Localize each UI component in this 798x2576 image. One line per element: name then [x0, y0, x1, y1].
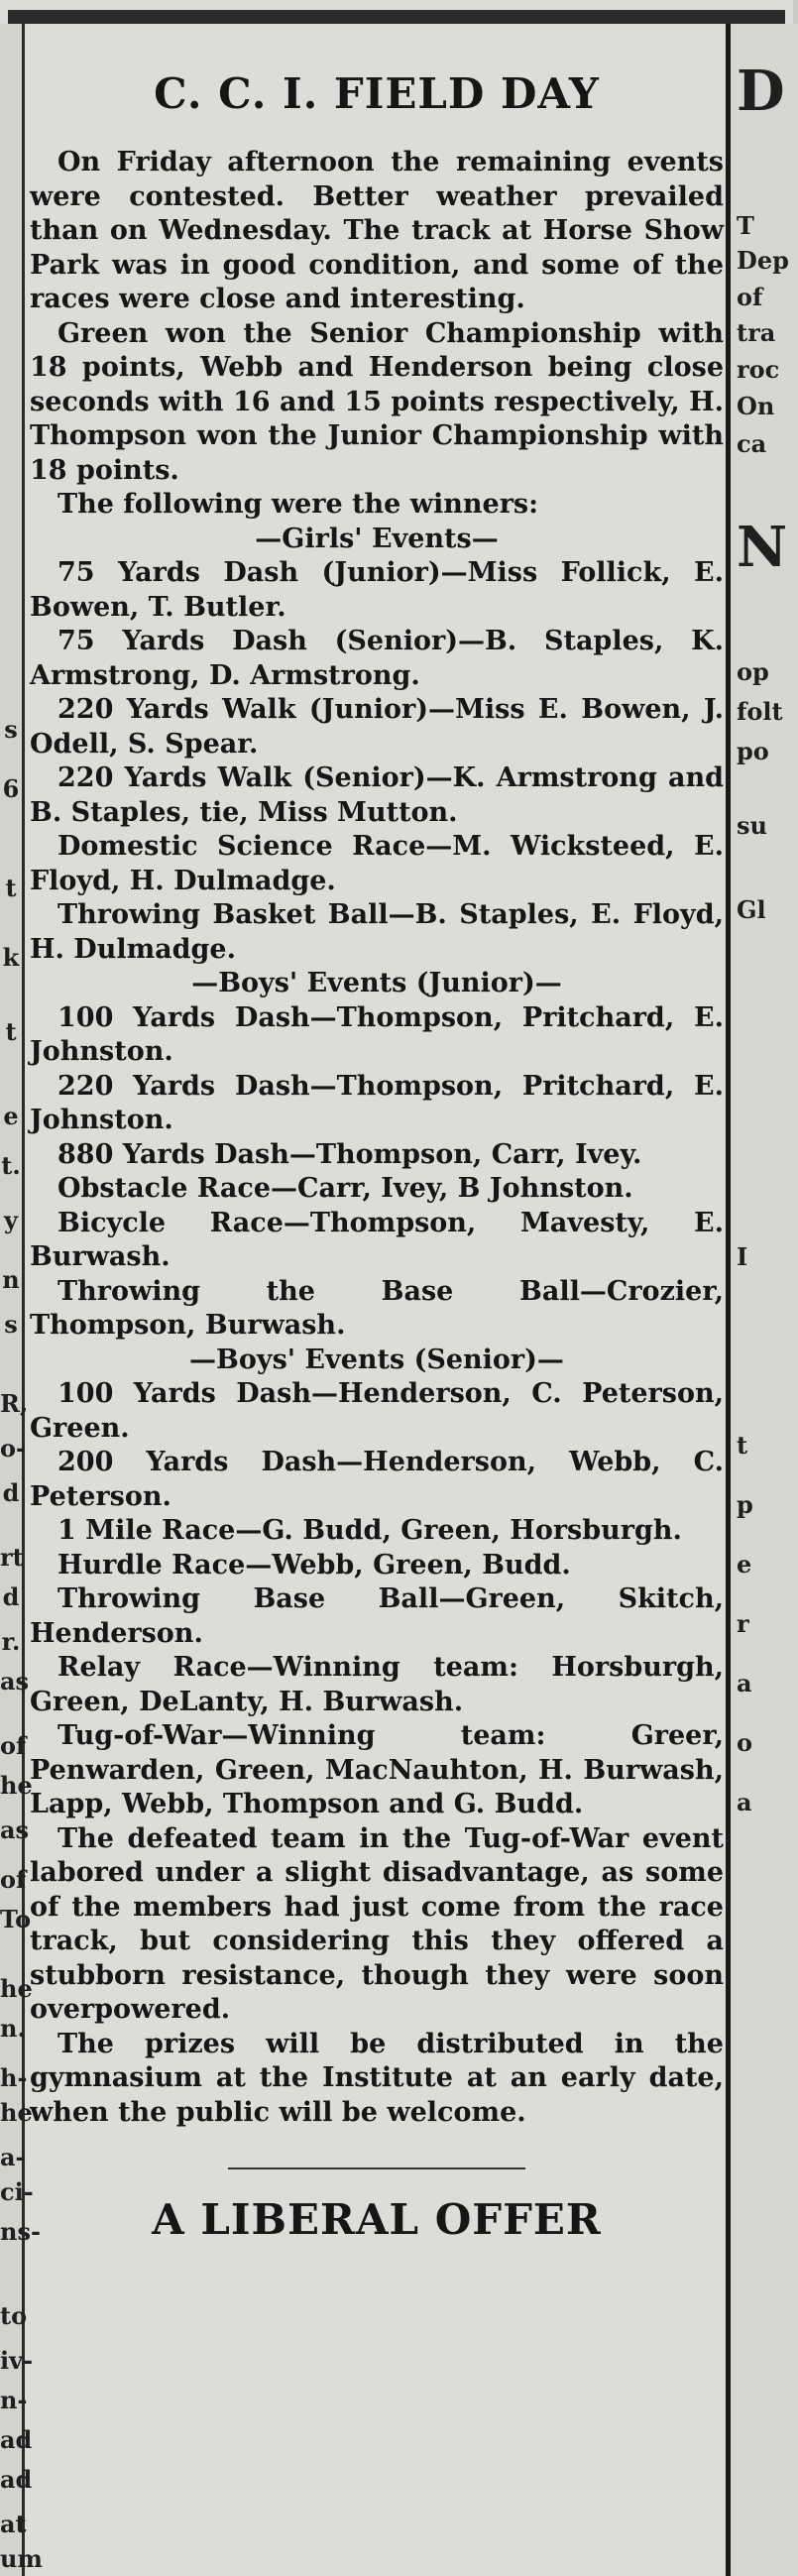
left-adjacent-column: [0, 24, 43, 2576]
left-column-fragment: n-: [0, 2386, 28, 2414]
right-column-fragment: a: [737, 1788, 752, 1816]
left-column-fragment: ad: [0, 2425, 33, 2454]
left-column-fragment: iv-: [0, 2346, 34, 2375]
right-column-fragment: I: [737, 1242, 748, 1271]
left-column-fragment: t: [5, 874, 17, 902]
right-column-fragment: tra: [737, 318, 776, 347]
right-column-fragment: r: [737, 1609, 749, 1638]
left-column-fragment: ci-: [0, 2177, 34, 2206]
left-column-fragment: he: [0, 1771, 33, 1800]
right-column-fragment: T: [737, 211, 754, 240]
article-headline: C. C. I. FIELD DAY: [154, 69, 600, 118]
left-column-fragment: n.: [0, 2014, 26, 2043]
right-adjacent-column: [726, 24, 798, 2576]
section-divider: [228, 2167, 525, 2169]
left-column-fragment: o-: [0, 1434, 26, 1463]
event-result: 75 Yards Dash (Junior)—Miss Follick, E. Bowen, T. Butler.: [30, 557, 724, 623]
right-column-fragment: ca: [737, 429, 767, 458]
event-result: Domestic Science Race—M. Wicksteed, E. Floyd, H. Dulmadge.: [30, 831, 724, 896]
left-column-fragment: as: [0, 1815, 30, 1844]
left-column-fragment: s: [4, 715, 18, 744]
event-result: Hurdle Race—Webb, Green, Budd.: [57, 1549, 571, 1581]
right-column-fragment: of: [737, 283, 763, 311]
right-column-fragment: folt: [737, 697, 783, 726]
next-article-headline: A LIBERAL OFFER: [152, 2195, 602, 2244]
event-result: 100 Yards Dash—Henderson, C. Peterson, Green.: [30, 1378, 724, 1444]
left-column-fragment: a-: [0, 2143, 26, 2171]
event-result: Tug-of-War—Winning team: Greer, Penwarden, Green, MacNauhton, H. Burwash, Lapp, Webb, Thompson and G. Budd.: [30, 1720, 724, 1819]
left-column-fragment: of: [0, 1865, 27, 1894]
left-column-fragment: at: [0, 2510, 27, 2538]
left-column-fragment: e: [3, 1102, 19, 1130]
event-result: 220 Yards Walk (Junior)—Miss E. Bowen, J. Odell, S. Spear.: [30, 694, 724, 760]
left-column-fragment: To: [0, 1905, 32, 1933]
event-result: Relay Race—Winning team: Horsburgh, Green, DeLanty, H. Burwash.: [30, 1652, 724, 1717]
right-column-fragment: D: [737, 59, 785, 124]
top-border-rule: [8, 10, 785, 24]
prizes-paragraph: The prizes will be distributed in the gymnasium at the Institute at an early date, when the public will be welcome.: [30, 2028, 724, 2128]
right-column-fragment: a: [737, 1669, 752, 1698]
right-column-fragment: su: [737, 811, 767, 840]
tug-of-war-paragraph: The defeated team in the Tug-of-War event labored under a slight disadvantage, as some of the members had just come from the race track, but considering this they offered a stubborn resistance, though they were soon overpowered.: [30, 1822, 724, 2025]
left-column-fragment: R,: [0, 1389, 29, 1418]
left-column-fragment: he: [0, 2098, 33, 2127]
left-column-fragment: um: [0, 2544, 43, 2573]
left-column-fragment: to: [0, 2301, 28, 2330]
left-column-fragment: d: [2, 1582, 20, 1611]
left-column-fragment: n: [2, 1265, 20, 1294]
right-column-fragment: p: [737, 1490, 753, 1519]
left-column-fragment: t: [5, 1017, 17, 1046]
left-column-fragment: t.: [1, 1151, 21, 1180]
event-result: 75 Yards Dash (Senior)—B. Staples, K. Armstrong, D. Armstrong.: [30, 626, 724, 691]
intro-paragraph: On Friday afternoon the remaining events were contested. Better weather prevailed than on Wednesday. The track at Horse Show Park was in good condition, and some of the races were close and interesting.: [30, 147, 724, 314]
event-result: Throwing Base Ball—Green, Skitch, Henderson.: [30, 1583, 724, 1649]
right-column-fragment: o: [737, 1728, 753, 1757]
left-column-fragment: 6: [2, 774, 20, 803]
event-result: 880 Yards Dash—Thompson, Carr, Ivey.: [57, 1138, 642, 1170]
boys-senior-heading: —Boys' Events (Senior)—: [189, 1344, 564, 1375]
event-result: Bicycle Race—Thompson, Mavesty, E. Burwash.: [30, 1207, 724, 1272]
event-result: 200 Yards Dash—Henderson, Webb, C. Peterson.: [30, 1447, 724, 1512]
event-result: 100 Yards Dash—Thompson, Pritchard, E. Johnston.: [30, 1001, 724, 1067]
left-column-fragment: h-: [0, 2063, 28, 2092]
left-column-fragment: of: [0, 1731, 27, 1760]
left-column-fragment: d: [2, 1478, 20, 1507]
right-column-fragment: Gl: [737, 895, 766, 924]
right-column-fragment: op: [737, 657, 769, 686]
left-column-fragment: as: [0, 1667, 30, 1696]
event-result: 220 Yards Walk (Senior)—K. Armstrong and B. Staples, tie, Miss Mutton.: [30, 762, 724, 828]
boys-junior-heading: —Boys' Events (Junior)—: [191, 968, 562, 998]
left-column-fragment: ns-: [0, 2217, 41, 2246]
left-column-fragment: s: [4, 1310, 18, 1339]
event-result: 220 Yards Dash—Thompson, Pritchard, E. Johnston.: [30, 1070, 724, 1135]
right-column-fragment: On: [737, 392, 775, 420]
girls-events-heading: —Girls' Events—: [255, 523, 499, 554]
right-column-fragment: e: [737, 1550, 752, 1579]
left-column-fragment: he: [0, 1974, 33, 2003]
right-column-fragment: roc: [737, 355, 780, 384]
left-column-fragment: r.: [1, 1627, 21, 1656]
left-column-fragment: k: [2, 943, 20, 972]
left-column-fragment: ad: [0, 2465, 33, 2494]
event-result: Obstacle Race—Carr, Ivey, B Johnston.: [57, 1173, 633, 1204]
right-column-fragment: po: [737, 737, 769, 765]
left-column-fragment: y: [4, 1206, 18, 1234]
championship-paragraph: Green won the Senior Championship with 18 points, Webb and Henderson being close seconds with 16 and 15 points respectively, H. Thompson won the Junior Championship with 18 points.: [30, 317, 724, 486]
article-column: [30, 30, 724, 2244]
winners-intro: The following were the winners:: [57, 489, 539, 520]
right-column-fragment: N: [737, 515, 788, 580]
event-result: Throwing the Base Ball—Crozier, Thompson, Burwash.: [30, 1275, 724, 1341]
left-column-fragment: rt: [0, 1543, 24, 1572]
event-result: 1 Mile Race—G. Budd, Green, Horsburgh.: [57, 1515, 682, 1546]
event-result: Throwing Basket Ball—B. Staples, E. Floyd, H. Dulmadge.: [30, 899, 724, 965]
right-column-fragment: t: [737, 1431, 748, 1460]
right-column-fragment: Dep: [737, 246, 789, 275]
